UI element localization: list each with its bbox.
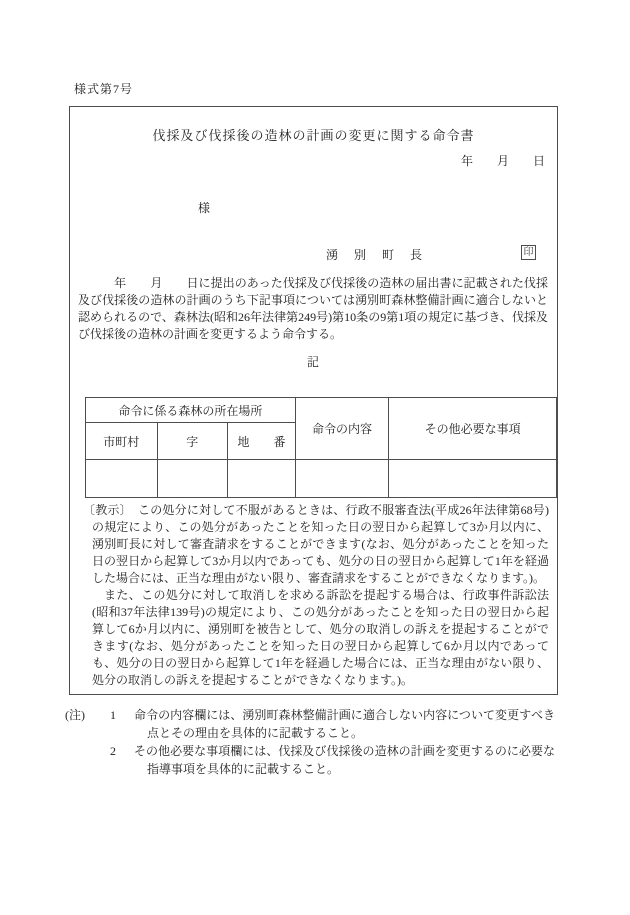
order-content-value-cell [295, 460, 388, 498]
other-items-header-cell: その他必要な事項 [389, 398, 557, 460]
aza-header-cell: 字 [157, 423, 228, 460]
footnotes-label: (注) [65, 708, 85, 722]
note-number: 2 [110, 744, 116, 758]
addressee-honorific: 様 [198, 201, 211, 215]
appeal-instructions [83, 502, 549, 689]
note-text: 命令の内容欄には、湧別町森林整備計画に適合しない内容について変更すべき点とその理由を具体的に記載すること。 [134, 708, 555, 740]
other-items-value-cell [389, 460, 557, 498]
table-row [86, 460, 557, 498]
order-document-box [69, 106, 558, 695]
table-header-row-1 [86, 398, 557, 423]
municipality-header-cell: 市町村 [86, 423, 158, 460]
seal-stamp-box: 印 [521, 245, 536, 260]
issue-date-line: 年 月 日 [460, 154, 545, 168]
order-content-header-cell: 命令の内容 [295, 398, 388, 460]
municipality-value-cell [86, 460, 158, 498]
order-body-text: 年 月 日に提出のあった伐採及び伐採後の造林の届出書に記載された伐採及び伐採後の造林の計画のうち下記事項については湧別町森林整備計画に適合しないと認められるので、森林法(昭和26年法律第249号)第10条の9第1項の規定に基づき、伐採及び伐採後の造林の計画を変更するよう命令する。 [78, 276, 548, 341]
note-number: 1 [110, 708, 116, 722]
document-title: 伐採及び伐採後の造林の計画の変更に関する命令書 [152, 128, 475, 143]
lot-number-header-cell: 地 番 [228, 423, 296, 460]
list-item [110, 706, 555, 742]
appeal-paragraph-2: また、この処分に対して取消しを求める訴訟を提起する場合は、行政事件訴訟法(昭和37年法律139号)の規定により、この処分があったことを知った日の翌日から起算して6か月以内に、湧別町を被告として、処分の取消しの訴えを提起することができます(なお、処分があったことを知った日の翌日から起算して6か月以内であっても、処分の日の翌日から起算して1年を経過した場合には、正当な理由がない限り、処分の取消しの訴えを提起することができなくなります。)。 [92, 588, 549, 687]
issuer-title: 湧 別 町 長 [326, 248, 425, 262]
location-header-cell: 命令に係る森林の所在場所 [86, 398, 296, 423]
record-marker: 記 [306, 355, 320, 369]
appeal-paragraph-1: 〔教示〕 この処分に対して不服があるときは、行政不服審査法(平成26年法律第68号)の規定により、この処分があったことを知った日の翌日から起算して3か月以内に、湧別町長に対して審査請求をすることができます(なお、処分があったことを知った日の翌日から起算して3か月以内であっても、処分の日の翌日から起算して1年を経過した場合には、正当な理由がない限り、審査請求をすることができなくなります。)。 [83, 503, 549, 585]
issuer-row [70, 246, 557, 262]
list-item [110, 742, 555, 778]
footnotes [65, 706, 555, 778]
order-details-table [85, 397, 557, 498]
note-text: その他必要な事項欄には、伐採及び伐採後の造林の計画を変更するのに必要な指導事項を具体的に記載すること。 [134, 744, 555, 776]
aza-value-cell [157, 460, 228, 498]
lot-number-value-cell [228, 460, 296, 498]
form-number: 様式第7号 [74, 82, 134, 96]
